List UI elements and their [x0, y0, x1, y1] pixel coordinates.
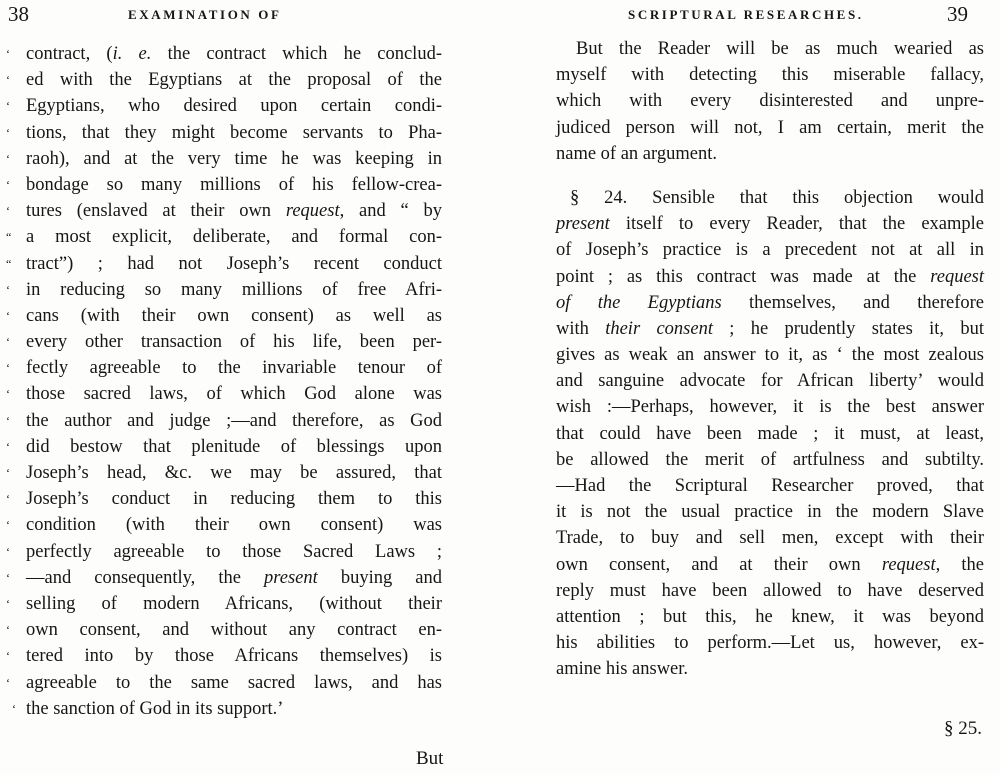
- text-line: own consent, and at their own request, the: [556, 554, 984, 575]
- quotation-mark: ‘: [6, 623, 10, 638]
- right-page: [500, 0, 1000, 775]
- quotation-mark: “: [6, 256, 12, 271]
- text-line: [12, 696, 442, 722]
- text-line: present itself to every Reader, that the example: [556, 214, 984, 235]
- line-text: bondage so many millions of his fellow-crea-: [26, 174, 442, 195]
- line-text: in reducing so many millions of free Afri-: [26, 279, 442, 300]
- quotation-mark: “: [6, 230, 12, 245]
- line-text: perfectly agreeable to those Sacred Laws ;: [26, 541, 442, 562]
- page-number-left: 38: [8, 2, 29, 26]
- line-text: the author and judge ;—and therefore, as God: [26, 410, 442, 431]
- line-text: every other transaction of his life, been per-: [26, 332, 442, 353]
- line-text: fectly agreeable to the invariable tenour of: [26, 358, 442, 379]
- quotation-mark: ‘: [6, 387, 10, 402]
- catchword-right: § 25.: [944, 718, 982, 739]
- line-text: tract”) ; had not Joseph’s recent conduct: [26, 253, 442, 274]
- text-line: of Joseph’s practice is a precedent not at all in: [556, 240, 984, 261]
- text-line: [6, 512, 442, 538]
- text-line: reply must have been allowed to have deserved: [556, 580, 984, 601]
- text-line: [6, 643, 442, 669]
- quotation-mark: ‘: [6, 544, 10, 559]
- quotation-mark: ‘: [6, 282, 10, 297]
- text-line: point ; as this contract was made at the request: [556, 266, 984, 287]
- line-text: tered into by those Africans themselves) is: [26, 646, 442, 667]
- line-text: those sacred laws, of which God alone was: [26, 384, 442, 405]
- text-line: amine his answer.: [556, 659, 689, 680]
- text-line: [6, 617, 442, 643]
- quotation-mark: ‘: [6, 177, 10, 192]
- text-line: gives as weak an answer to it, as ‘ the most zealous: [556, 345, 984, 366]
- quotation-mark: ‘: [6, 466, 10, 480]
- quotation-mark: ‘: [6, 675, 10, 690]
- text-line: But the Reader will be as much wearied as: [576, 39, 984, 59]
- quotation-mark: ‘: [6, 439, 10, 454]
- text-line: [6, 408, 442, 434]
- text-line: [6, 277, 442, 303]
- text-line: [6, 434, 442, 460]
- text-line: —Had the Scriptural Researcher proved, that: [556, 476, 984, 496]
- running-head-left: EXAMINATION OF: [128, 7, 282, 22]
- quotation-mark: ‘: [12, 701, 16, 716]
- quotation-mark: ‘: [6, 413, 10, 428]
- text-line: name of an argument.: [556, 143, 717, 164]
- line-text: the sanction of God in its support.’: [26, 698, 284, 719]
- text-line: [6, 93, 442, 119]
- text-line: [6, 329, 442, 355]
- line-text: Egyptians, who desired upon certain condi-: [26, 96, 442, 117]
- line-text: tures (enslaved at their own request, and “ by: [26, 201, 442, 222]
- line-text: Joseph’s conduct in reducing them to this: [26, 489, 442, 510]
- text-line: Trade, to buy and sell men, except with their: [556, 528, 984, 549]
- quotation-mark: ‘: [6, 492, 10, 507]
- text-line: it is not the usual practice in the modern Slave: [556, 502, 984, 523]
- text-line: [6, 591, 442, 617]
- text-line: [6, 460, 442, 486]
- text-line: [6, 251, 442, 277]
- text-line: of the Egyptians themselves, and therefore: [556, 292, 984, 313]
- text-line: [6, 539, 442, 565]
- text-line: [6, 198, 442, 224]
- quotation-mark: ‘: [6, 649, 10, 664]
- line-text: tions, that they might become servants to Pha-: [26, 122, 442, 143]
- left-text-block: [6, 41, 442, 722]
- quotation-mark: ‘: [6, 570, 10, 585]
- quotation-mark: ‘: [6, 335, 10, 350]
- text-line: wish :—Perhaps, however, it is the best answer: [556, 397, 984, 418]
- quotation-mark: ‘: [6, 361, 10, 376]
- text-line: myself with detecting this miserable fallacy,: [556, 65, 984, 86]
- text-line: [6, 120, 442, 146]
- paragraph-gap: [556, 167, 984, 185]
- text-line: [6, 303, 442, 329]
- right-text-block: [556, 36, 984, 683]
- text-line: [6, 565, 442, 591]
- text-line: with their consent ; he prudently states it, but: [556, 318, 984, 339]
- quotation-mark: ‘: [6, 99, 10, 114]
- text-line: [6, 146, 442, 172]
- line-text: ed with the Egyptians at the proposal of the: [26, 70, 442, 91]
- quotation-mark: ‘: [6, 47, 10, 61]
- line-text: agreeable to the same sacred laws, and has: [26, 672, 442, 693]
- text-line: attention ; but this, he knew, it was beyond: [556, 606, 984, 627]
- text-line: judiced person will not, I am certain, merit the: [556, 117, 984, 138]
- line-text: contract, (i. e. the contract which he conclud-: [26, 44, 442, 64]
- text-line: [6, 41, 442, 67]
- text-line: § 24. Sensible that this objection would: [570, 187, 984, 208]
- quotation-mark: ‘: [6, 308, 10, 323]
- line-text: did bestow that plenitude of blessings upon: [26, 436, 442, 457]
- text-line: his abilities to perform.—Let us, however, ex-: [556, 633, 984, 654]
- text-line: [6, 486, 442, 512]
- quotation-mark: ‘: [6, 204, 10, 219]
- text-line: [6, 224, 442, 250]
- quotation-mark: ‘: [6, 151, 10, 166]
- text-line: [6, 381, 442, 407]
- text-line: which with every disinterested and unpre-: [556, 91, 984, 112]
- running-head-right: SCRIPTURAL RESEARCHES.: [628, 7, 864, 22]
- quotation-mark: ‘: [6, 125, 10, 140]
- line-text: cans (with their own consent) as well as: [26, 305, 442, 326]
- line-text: —and consequently, the present buying and: [26, 567, 442, 588]
- catchword-left: But: [416, 748, 444, 769]
- text-line: and sanguine advocate for African liberty’ would: [556, 371, 984, 392]
- line-text: Joseph’s head, &c. we may be assured, that: [26, 463, 442, 483]
- line-text: selling of modern Africans, (without their: [26, 593, 442, 614]
- text-line: [6, 355, 442, 381]
- text-line: be allowed the merit of artfulness and subtilty.: [556, 449, 984, 470]
- line-text: own consent, and without any contract en-: [26, 620, 442, 641]
- text-line: [6, 670, 442, 696]
- quotation-mark: ‘: [6, 73, 10, 88]
- text-line: [6, 67, 442, 93]
- line-text: a most explicit, deliberate, and formal con-: [26, 227, 442, 248]
- quotation-mark: ‘: [6, 518, 10, 533]
- page-number-right: 39: [947, 2, 968, 26]
- line-text: condition (with their own consent) was: [26, 515, 442, 536]
- text-line: that could have been made ; it must, at least,: [556, 423, 984, 444]
- quotation-mark: ‘: [6, 596, 10, 611]
- line-text: raoh), and at the very time he was keeping in: [26, 148, 442, 169]
- text-line: [6, 172, 442, 198]
